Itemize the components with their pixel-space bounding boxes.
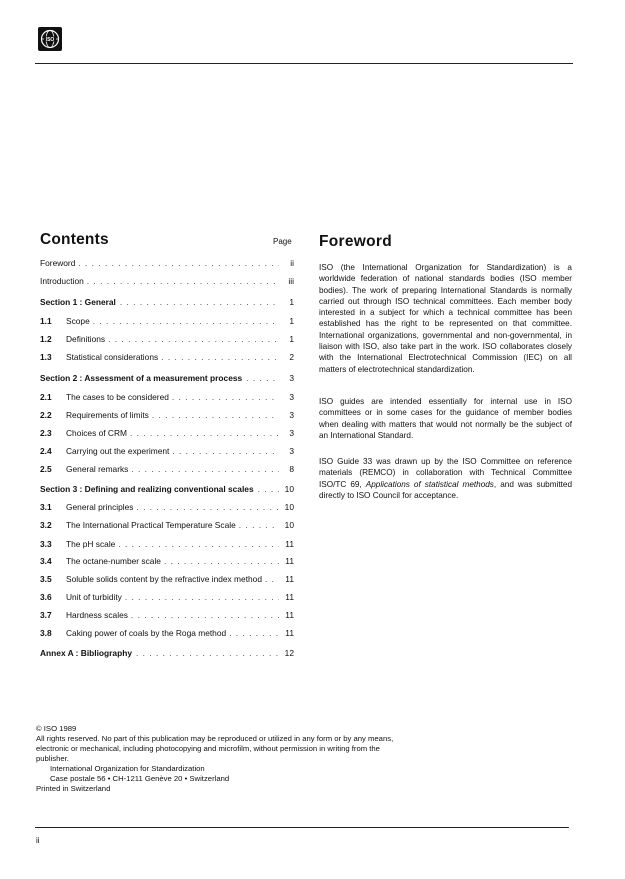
toc-entry-page: 1 (289, 297, 294, 307)
foreword-paragraph-1: ISO (the International Organization for Standardization) is a worldwide federation of national standards bodies (ISO member bodies). The work of preparing International Standards is normally carried out through ISO technical committees. Each member body interested in a subject for which a technical committee has been established has the right to be represented on that committee. International organizations, governmental and non-governmental, in liaison with ISO, also take part in the work. ISO collaborates closely with the International Electrotechnical Commission (IEC) on all matters of electrotechnical standardization. (319, 263, 572, 374)
toc-entry-title: Hardness scales (66, 610, 128, 620)
dot-leader (125, 592, 279, 602)
dot-leader (152, 410, 279, 420)
toc-entry-title: Requirements of limits (66, 410, 149, 420)
toc-entry-page: ii (290, 258, 294, 268)
toc-entry-number: 2.1 (40, 392, 52, 402)
toc-entry-page: 1 (289, 334, 294, 344)
toc-entry-title: Annex A : Bibliography (40, 648, 132, 658)
toc-entry (40, 484, 294, 496)
toc-entry (40, 428, 294, 440)
copyright-line: © ISO 1989 (36, 724, 77, 733)
toc-entry-title: Soluble solids content by the refractive index method (66, 574, 262, 584)
toc-entry-page: 3 (289, 446, 294, 456)
contents-heading: Contents (40, 231, 109, 248)
dot-leader (78, 258, 279, 268)
toc-entry-number: 3.3 (40, 539, 52, 549)
toc-entry (40, 276, 294, 288)
dot-leader (164, 556, 279, 566)
toc-entry-number: 2.4 (40, 446, 52, 456)
toc-entry (40, 258, 294, 270)
toc-entry-number: 1.3 (40, 352, 52, 362)
toc-entry-page: 12 (284, 648, 294, 658)
dot-leader (130, 428, 279, 438)
toc-entry-page: 11 (285, 556, 294, 566)
toc-entry (40, 334, 294, 346)
toc-entry-page: iii (288, 276, 294, 286)
dot-leader (120, 297, 279, 307)
dot-leader (229, 628, 279, 638)
toc-entry (40, 539, 294, 551)
toc-entry-title: Scope (66, 316, 90, 326)
toc-entry-title: Statistical considerations (66, 352, 159, 362)
toc-entry (40, 464, 294, 476)
toc-entry (40, 556, 294, 568)
dot-leader (87, 276, 279, 286)
toc-entry-number: 3.6 (40, 592, 52, 602)
toc-entry-number: 2.2 (40, 410, 52, 420)
toc-entry-number: 3.2 (40, 520, 52, 530)
svg-text:ISO: ISO (45, 37, 55, 43)
toc-entry-title: The International Practical Temperature Scale (66, 520, 236, 530)
iso-logo-icon (38, 27, 62, 51)
toc-entry-page: 3 (289, 410, 294, 420)
foreword-heading: Foreword (319, 233, 393, 250)
toc-entry (40, 574, 294, 586)
toc-entry-title: Introduction (40, 276, 84, 286)
page-column-heading: Page (273, 237, 292, 246)
dot-leader (265, 574, 279, 584)
toc-entry-page: 10 (284, 484, 294, 494)
dot-leader (131, 464, 279, 474)
page-number: ii (36, 836, 40, 845)
dot-leader (131, 610, 279, 620)
toc-entry-number: 2.5 (40, 464, 52, 474)
toc-entry (40, 373, 294, 385)
toc-entry-title: The octane-number scale (66, 556, 161, 566)
rights-statement: All rights reserved. No part of this publication may be reproduced or utilized in any form or by any means, electronic or mechanical, including photocopying and microfilm, without permission in writing from the publisher. (36, 734, 394, 763)
toc-entry-title: The cases to be considered (66, 392, 169, 402)
publisher-address: Case postale 56 • CH-1211 Genève 20 • Switzerland (50, 774, 230, 783)
toc-entry-title: Carrying out the experiment (66, 446, 170, 456)
toc-entry-title: Section 1 : General (40, 297, 116, 307)
toc-entry (40, 410, 294, 422)
dot-leader (137, 502, 280, 512)
dot-leader (136, 648, 279, 658)
dot-leader (239, 520, 279, 530)
dot-leader (172, 392, 279, 402)
toc-entry (40, 316, 294, 328)
toc-entry (40, 592, 294, 604)
dot-leader (246, 373, 279, 383)
toc-entry-title: General remarks (66, 464, 129, 474)
toc-entry-page: 3 (289, 392, 294, 402)
toc-entry-number: 1.1 (40, 316, 52, 326)
toc-entry-page: 11 (285, 592, 294, 602)
toc-entry-number: 3.1 (40, 502, 52, 512)
toc-entry-number: 2.3 (40, 428, 52, 438)
toc-entry-number: 3.4 (40, 556, 52, 566)
publisher-name: International Organization for Standardization (50, 764, 205, 773)
toc-entry (40, 520, 294, 532)
toc-entry-page: 10 (284, 520, 294, 530)
toc-entry-title: Caking power of coals by the Roga method (66, 628, 227, 638)
toc-entry-title: Section 3 : Defining and realizing conventional scales (40, 484, 254, 494)
top-rule (35, 63, 573, 64)
toc-entry-page: 11 (285, 539, 294, 549)
toc-entry-title: Definitions (66, 334, 106, 344)
dot-leader (258, 484, 279, 494)
toc-entry (40, 502, 294, 514)
toc-entry (40, 297, 294, 309)
toc-entry (40, 446, 294, 458)
toc-entry-page: 11 (285, 628, 294, 638)
foreword-paragraph-2: ISO guides are intended essentially for internal use in ISO committees or in some cases for the guidance of member bodies when dealing with matters that would not normally be the subject of an International Standard. (319, 397, 572, 440)
toc-entry-number: 3.8 (40, 628, 52, 638)
foreword-paragraph-3: ISO Guide 33 was drawn up by the ISO Committee on reference materials (REMCO) in collaboration with Technical Committee ISO/TC 69, Applications of statistical methods, and was submitted directly to ISO Council for acceptance. (319, 457, 572, 500)
toc-entry-title: Foreword (40, 258, 76, 268)
toc-entry-title: The pH scale (66, 539, 116, 549)
toc-entry-page: 10 (284, 502, 294, 512)
printed-in: Printed in Switzerland (36, 784, 111, 793)
toc-entry-page: 2 (289, 352, 294, 362)
toc-entry (40, 648, 294, 660)
toc-entry-page: 3 (289, 428, 294, 438)
toc-entry-title: Unit of turbidity (66, 592, 122, 602)
copyright-block (36, 724, 396, 794)
toc-entry-page: 8 (289, 464, 294, 474)
toc-entry (40, 610, 294, 622)
toc-entry-page: 3 (289, 373, 294, 383)
bottom-rule (35, 827, 569, 828)
foreword-italic-title: Applications of statistical methods (365, 479, 494, 489)
dot-leader (161, 352, 279, 362)
toc-entry-title: Choices of CRM (66, 428, 127, 438)
dot-leader (118, 539, 279, 549)
toc-entry (40, 392, 294, 404)
dot-leader (172, 446, 279, 456)
toc-entry-page: 11 (285, 610, 294, 620)
toc-entry-page: 11 (285, 574, 294, 584)
dot-leader (93, 316, 279, 326)
toc-entry-title: Section 2 : Assessment of a measurement process (40, 373, 243, 383)
toc-entry (40, 628, 294, 640)
toc-entry-number: 1.2 (40, 334, 52, 344)
dot-leader (108, 334, 279, 344)
toc-entry-page: 1 (289, 316, 294, 326)
toc-entry-title: General principles (66, 502, 134, 512)
toc-entry-number: 3.5 (40, 574, 52, 584)
toc-entry (40, 352, 294, 364)
toc-entry-number: 3.7 (40, 610, 52, 620)
